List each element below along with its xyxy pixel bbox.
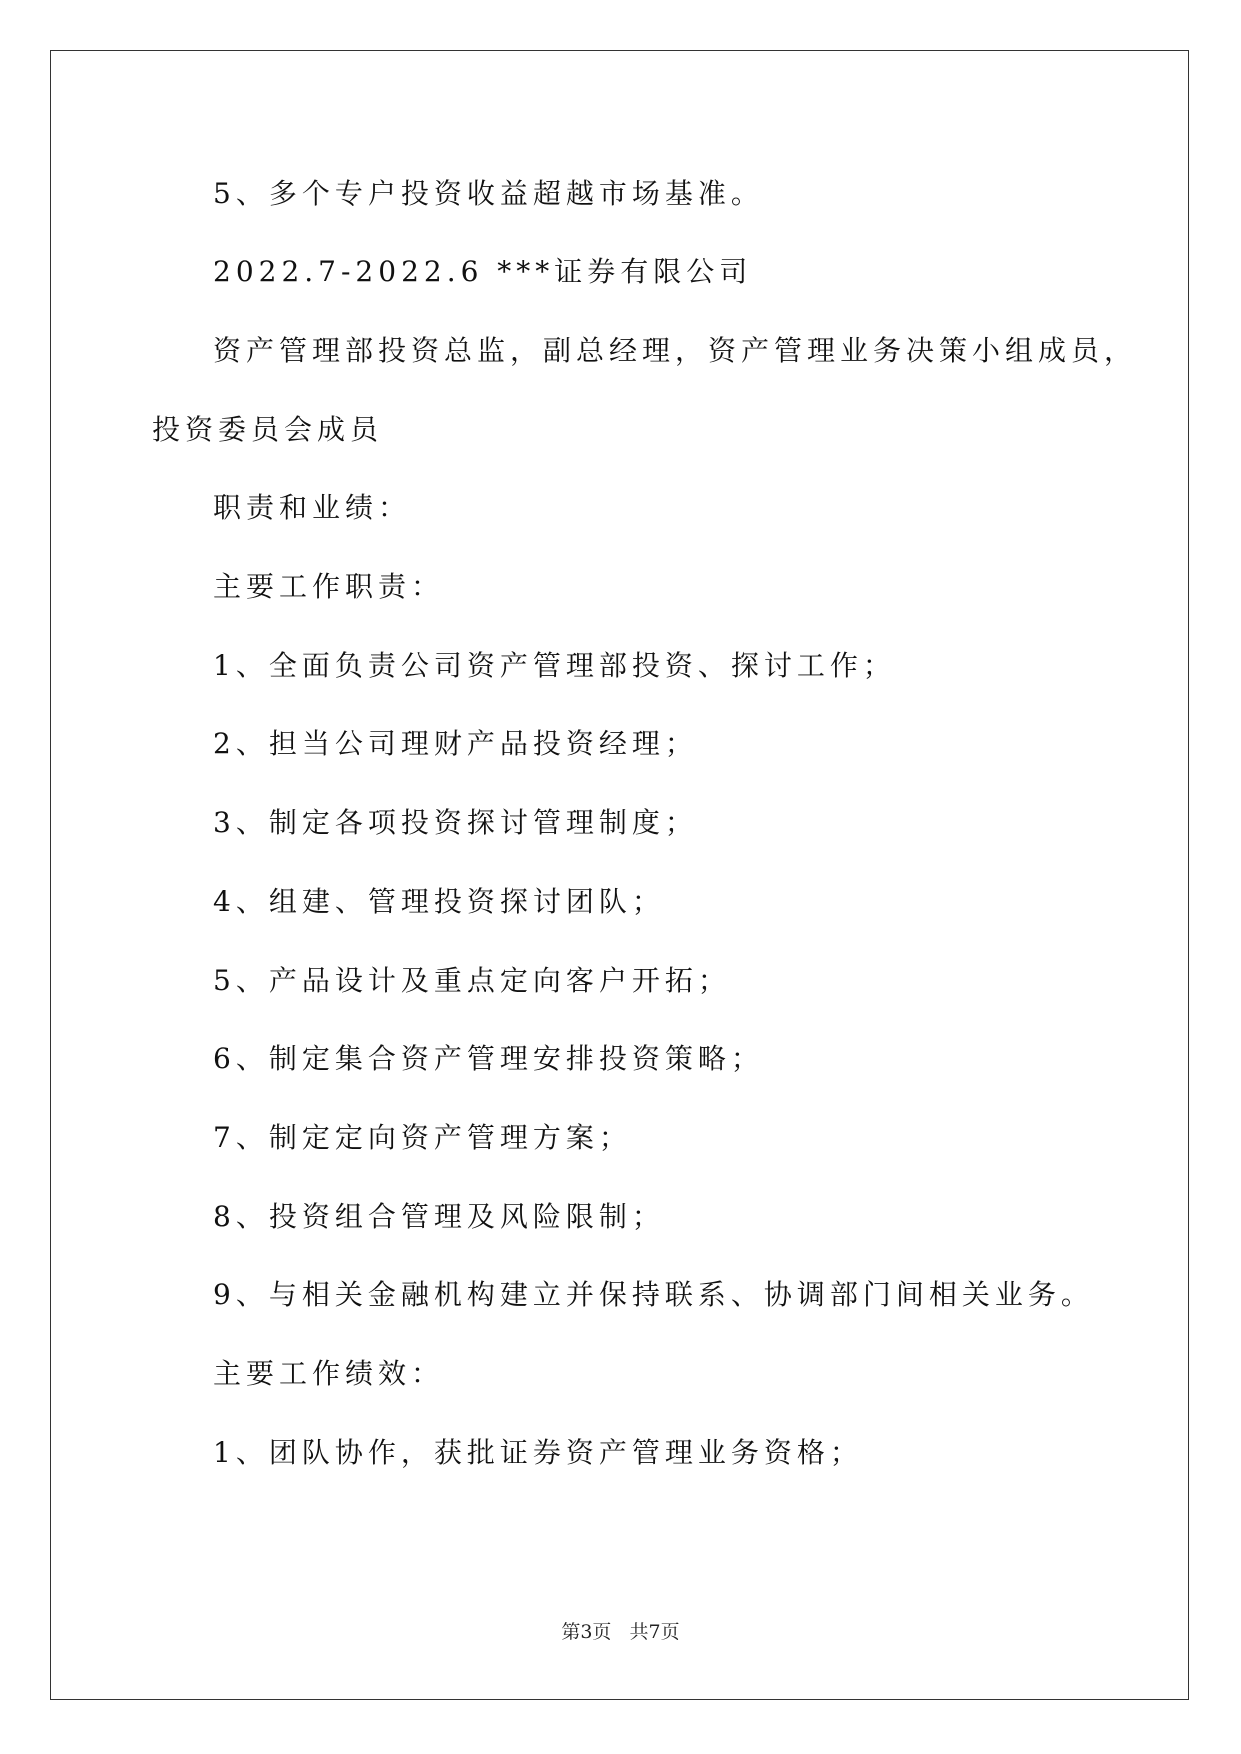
text-line: 1、团队协作，获批证券资产管理业务资格； bbox=[213, 1436, 863, 1469]
page-number-footer: 第3页 共7页 bbox=[561, 1621, 680, 1643]
text-line: 2、担当公司理财产品投资经理； bbox=[213, 727, 698, 760]
text-line: 9、与相关金融机构建立并保持联系、协调部门间相关业务。 bbox=[213, 1278, 1094, 1311]
text-line: 4、组建、管理投资探讨团队； bbox=[213, 885, 665, 918]
text-line: 5、多个专户投资收益超越市场基准。 bbox=[213, 177, 764, 210]
text-line: 职责和业绩： bbox=[213, 491, 412, 524]
text-line: 7、制定定向资产管理方案； bbox=[213, 1121, 632, 1154]
text-line: 主要工作绩效： bbox=[213, 1357, 445, 1390]
text-line: 2022.7-2022.6 ***证券有限公司 bbox=[213, 255, 753, 288]
text-line: 5、产品设计及重点定向客户开拓； bbox=[213, 964, 731, 997]
text-line: 8、投资组合管理及风险限制； bbox=[213, 1200, 665, 1233]
text-line: 6、制定集合资产管理安排投资策略； bbox=[213, 1042, 764, 1075]
text-line: 投资委员会成员 bbox=[152, 413, 384, 446]
text-line: 1、全面负责公司资产管理部投资、探讨工作； bbox=[213, 649, 896, 682]
text-line: 主要工作职责： bbox=[213, 570, 445, 603]
text-line: 3、制定各项投资探讨管理制度； bbox=[213, 806, 698, 839]
text-line: 资产管理部投资总监，副总经理，资产管理业务决策小组成员， bbox=[213, 334, 1138, 367]
